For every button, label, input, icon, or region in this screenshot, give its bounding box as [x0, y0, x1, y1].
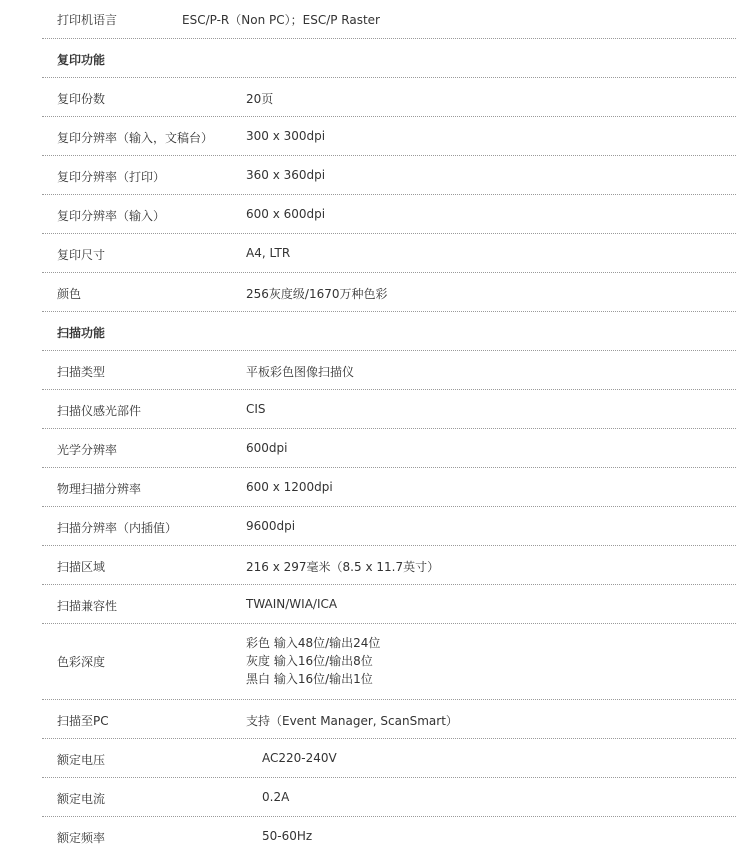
- value-line: 黑白 输入16位/输出1位: [246, 672, 373, 686]
- row-value: 600 x 1200dpi: [246, 480, 333, 494]
- table-row: [42, 390, 736, 429]
- table-row: [42, 195, 736, 234]
- table-row: [42, 778, 736, 817]
- table-row: [42, 700, 736, 739]
- row-label: 扫描兼容性: [57, 599, 118, 613]
- table-row: [42, 429, 736, 468]
- row-label: 复印分辨率（输入，文稿台）: [57, 131, 214, 145]
- table-row: [42, 156, 736, 195]
- row-label: 扫描类型: [57, 365, 106, 379]
- row-label: 复印分辨率（打印）: [57, 170, 166, 184]
- table-row: [42, 273, 736, 312]
- row-value: 256灰度级/1670万种色彩: [246, 287, 388, 301]
- row-value: TWAIN/WIA/ICA: [246, 597, 338, 611]
- table-row: [42, 468, 736, 507]
- section-title: 扫描功能: [57, 326, 106, 340]
- row-value: AC220-240V: [262, 751, 337, 765]
- row-value: CIS: [246, 402, 266, 416]
- row-value: ESC/P-R（Non PC）；ESC/P Raster: [182, 13, 380, 27]
- table-row: [42, 624, 736, 700]
- row-label: 额定频率: [57, 831, 106, 845]
- table-row: [42, 585, 736, 624]
- row-label: 复印分辨率（输入）: [57, 209, 166, 223]
- section-title: 复印功能: [57, 53, 106, 67]
- row-label: 扫描至PC: [57, 714, 109, 728]
- row-value-multiline: [246, 634, 380, 688]
- row-label: 扫描仪感光部件: [57, 404, 142, 418]
- row-label: 复印尺寸: [57, 248, 106, 262]
- row-label: 色彩深度: [57, 655, 106, 669]
- row-value: 216 x 297毫米（8.5 x 11.7英寸）: [246, 560, 440, 574]
- row-value: 0.2A: [262, 790, 290, 804]
- row-label: 扫描分辨率（内插值）: [57, 521, 178, 535]
- row-value: 600 x 600dpi: [246, 207, 326, 221]
- section-header: [42, 39, 736, 78]
- table-row: [42, 234, 736, 273]
- table-row: [42, 739, 736, 778]
- value-line: 彩色 输入48位/输出24位: [246, 636, 381, 650]
- row-label: 额定电流: [57, 792, 106, 806]
- row-label: 额定电压: [57, 753, 106, 767]
- row-value: 300 x 300dpi: [246, 129, 326, 143]
- row-label: 物理扫描分辨率: [57, 482, 142, 496]
- row-label: 扫描区域: [57, 560, 106, 574]
- row-label: 颜色: [57, 287, 82, 301]
- row-value: 支持（Event Manager, ScanSmart）: [246, 714, 458, 728]
- table-row: [42, 351, 736, 390]
- row-value: 600dpi: [246, 441, 288, 455]
- row-label: 光学分辨率: [57, 443, 118, 457]
- section-header: [42, 312, 736, 351]
- value-line: 灰度 输入16位/输出8位: [246, 654, 373, 668]
- row-value: 50-60Hz: [262, 829, 313, 843]
- table-row: [42, 507, 736, 546]
- table-row: [42, 0, 736, 39]
- row-value: 9600dpi: [246, 519, 296, 533]
- row-value: A4, LTR: [246, 246, 291, 260]
- row-value: 20页: [246, 92, 274, 106]
- table-row: [42, 817, 736, 856]
- row-value: 360 x 360dpi: [246, 168, 326, 182]
- row-label: 打印机语言: [57, 13, 118, 27]
- row-label: 复印份数: [57, 92, 106, 106]
- table-row: [42, 117, 736, 156]
- spec-table: [42, 0, 736, 856]
- table-row: [42, 546, 736, 585]
- table-row: [42, 78, 736, 117]
- row-value: 平板彩色图像扫描仪: [246, 365, 355, 379]
